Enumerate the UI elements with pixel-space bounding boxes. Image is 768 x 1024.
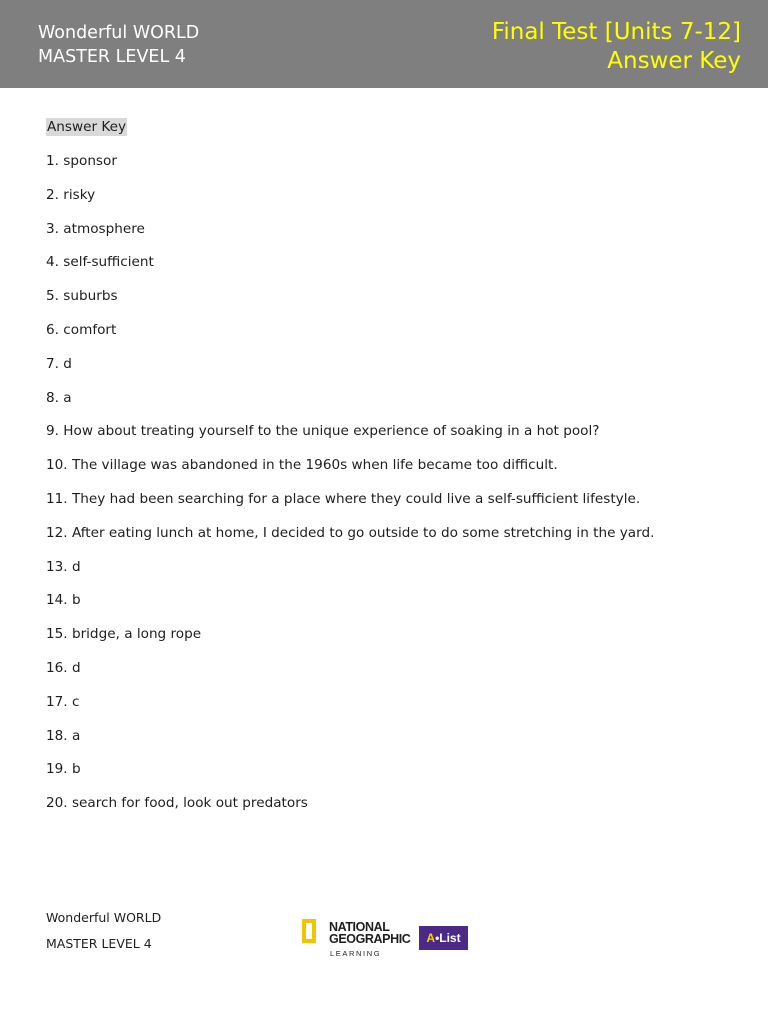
logo-line-geographic: GEOGRAPHIC [329, 932, 411, 946]
answer-item: 20. search for food, look out predators [46, 795, 308, 812]
answer-item: 1. sponsor [46, 153, 117, 169]
publisher-logos [302, 919, 477, 961]
a-list-badge [419, 926, 468, 950]
answer-item: 3. atmosphere [46, 220, 145, 237]
answer-item: 6. comfort [46, 321, 117, 338]
answer-list [46, 152, 746, 828]
a-list-badge-dot: • [435, 931, 440, 945]
logo-line-learning: LEARNING [330, 949, 382, 958]
footer-series-block [46, 909, 161, 961]
footer-series-title: Wonderful WORLD [46, 910, 162, 925]
answer-item: 10. The village was abandoned in the 1960s when life became too difficult. [46, 457, 558, 474]
answer-item: 7. d [46, 355, 72, 372]
a-list-badge-text: List [439, 931, 461, 945]
answer-item: 16. d [46, 659, 81, 676]
answer-item: 19. b [46, 761, 81, 778]
answer-item: 11. They had been searching for a place where they could live a self-sufficient lifestyle. [46, 490, 641, 507]
answer-item: 15. bridge, a long rope [46, 626, 202, 643]
answer-item: 12. After eating lunch at home, I decided to go outside to do some stretching in the yard. [46, 524, 655, 541]
header-level: MASTER LEVEL 4 [38, 47, 186, 67]
answer-item: 9. How about treating yourself to the unique experience of soaking in a hot pool? [46, 423, 600, 440]
answer-item: 8. a [46, 389, 72, 406]
national-geographic-wordmark [329, 921, 410, 945]
test-title: Final Test [Units 7-12] [491, 19, 741, 45]
answer-key-heading: Answer Key [47, 119, 127, 135]
yellow-border-frame-icon [302, 919, 316, 943]
header-test-block [492, 18, 741, 76]
logo-line-national: NATIONAL [329, 920, 390, 934]
answer-item: 5. suburbs [46, 288, 118, 305]
answer-item: 13. d [46, 558, 81, 575]
answer-item: 14. b [46, 592, 81, 609]
answer-item: 17. c [46, 693, 80, 710]
header-series-block [38, 21, 199, 69]
answer-key-section [46, 116, 746, 828]
test-subtitle: Answer Key [607, 48, 741, 74]
a-list-badge-a: A [426, 931, 436, 945]
header-series-title: Wonderful WORLD [38, 23, 200, 43]
footer-level: MASTER LEVEL 4 [46, 936, 152, 951]
answer-item: 4. self-sufficient [46, 254, 154, 271]
answer-item: 18. a [46, 727, 81, 744]
header-band [0, 0, 768, 88]
answer-item: 2. risky [46, 186, 96, 203]
